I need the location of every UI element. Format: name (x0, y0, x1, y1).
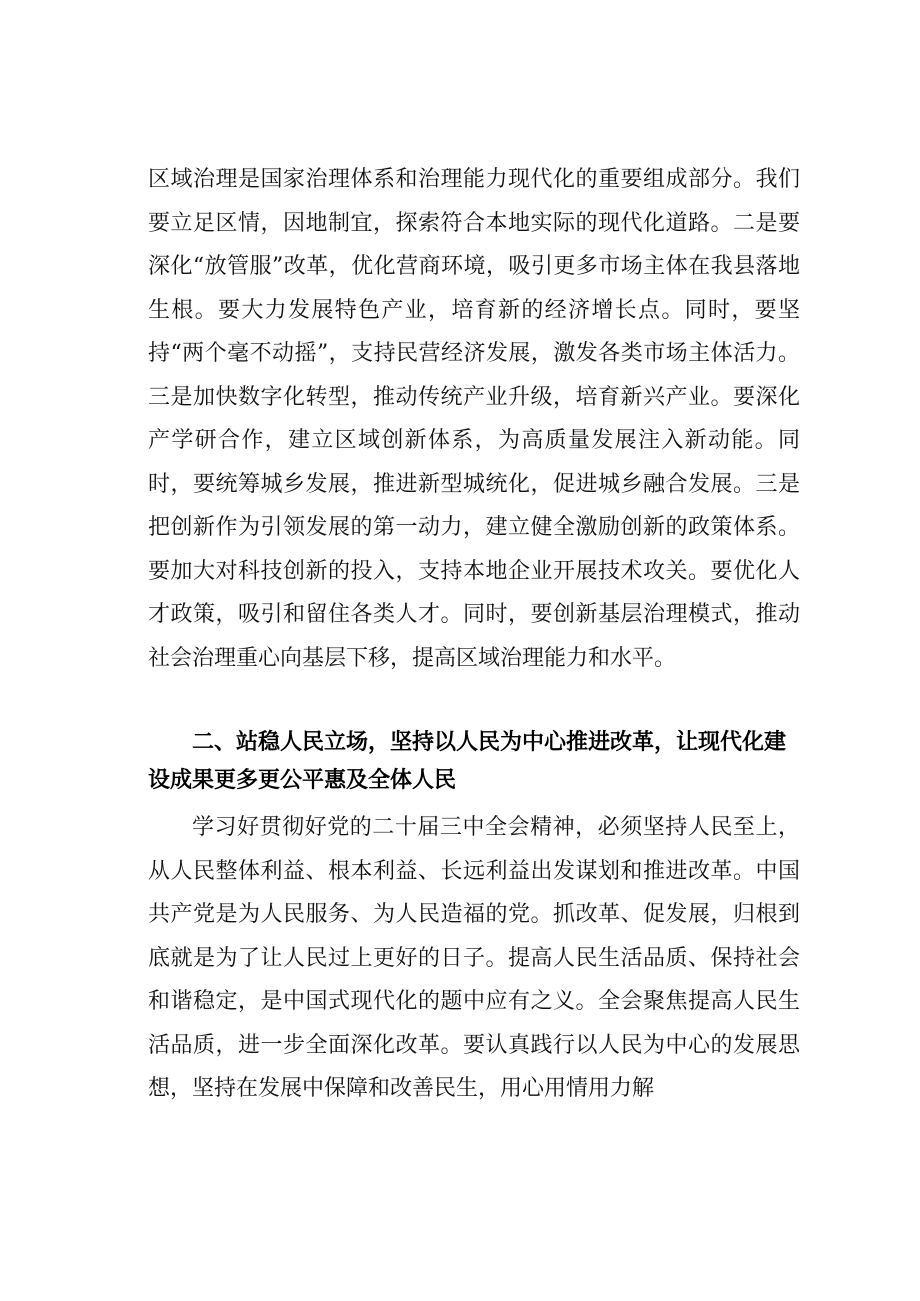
section-heading-2: 二、站稳人民立场，坚持以人民为中心推进改革，让现代化建设成果更多更公平惠及全体人民 (148, 730, 787, 793)
body-paragraph-2: 学习好贯彻好党的二十届三中全会精神，必须坚持人民至上，从人民整体利益、根本利益、长远利益出发谋划和推进改革。中国共产党是为人民服务、为人民造福的党。抓改革、促发展，归根到底就是为了让人民过上更好的日子。提高人民生活品质、保持社会和谐稳定，是中国式现代化的题中应有之义。全会聚焦提高人民生活品质，进一步全面深化改革。要认真践行以人民为中心的发展思想，坚持在发展中保障和改善民生，用心用情用力解 (148, 815, 800, 1101)
body-paragraph-1: 区域治理是国家治理体系和治理能力现代化的重要组成部分。我们要立足区情，因地制宜，探索符合本地实际的现代化道路。二是要深化“放管服”改革，优化营商环境，吸引更多市场主体在我县落地生根。要大力发展特色产业，培育新的经济增长点。同时，要坚持“两个毫不动摇”，支持民营经济发展，激发各类市场主体活力。三是加快数字化转型，推动传统产业升级，培育新兴产业。要深化产学研合作，建立区域创新体系，为高质量发展注入新动能。同时，要统筹城乡发展，推进新型城统化，促进城乡融合发展。三是把创新作为引领发展的第一动力，建立健全激励创新的政策体系。要加大对科技创新的投入，支持本地企业开展技术攻关。要优化人才政策，吸引和留住各类人才。同时，要创新基层治理模式，推动社会治理重心向基层下移，提高区域治理能力和水平。 (148, 167, 800, 671)
